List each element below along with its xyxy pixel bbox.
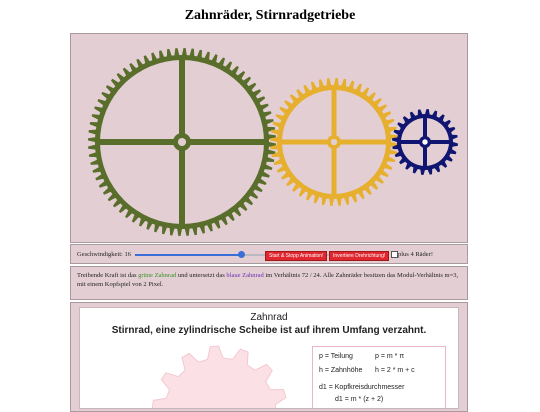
p-label: p = Teilung	[319, 353, 353, 360]
start-stop-button[interactable]: Start & Stopp Animation!	[265, 251, 327, 261]
blue-gear	[392, 109, 458, 175]
gear-illustration	[150, 344, 290, 409]
plus4-checkbox[interactable]	[391, 251, 398, 258]
h-formula: h = 2 * m + c	[375, 367, 415, 374]
desc-blue-gear: blaue Zahnrad	[226, 272, 264, 279]
card-title: Zahnrad	[250, 312, 288, 323]
speed-label: Geschwindigkeit: 16	[77, 251, 131, 258]
green-gear	[88, 48, 276, 236]
control-bar	[70, 244, 468, 264]
gear-train	[71, 34, 467, 242]
p-formula: p = m * π	[375, 353, 405, 360]
desc-part2: und untersetzt das	[176, 272, 227, 279]
speed-slider-fill[interactable]	[135, 254, 240, 256]
h-label: h = Zahnhöhe	[319, 367, 363, 374]
card-subtitle: Stirnrad, eine zylindrische Scheibe ist auf ihrem Umfang verzahnt.	[111, 325, 427, 336]
gear-animation-canvas	[70, 33, 468, 243]
gear-info-card	[79, 307, 459, 409]
d1-label: d1 = Kopfkreisdurchmesser	[319, 384, 405, 391]
yellow-gear	[270, 78, 398, 206]
d1-formula: d1 = m * (z + 2)	[335, 396, 384, 403]
description-text	[70, 266, 468, 300]
invert-direction-button[interactable]: Invertiere Drehrichtung!	[329, 251, 389, 261]
desc-part3: im Verhältnis 72 / 24. Alle Zahnräder besitzen das Modul-Verhältnis m=3, mit einem Kopfspiel von 2 Pixel.	[77, 272, 459, 288]
speed-slider-handle[interactable]	[238, 251, 245, 258]
gear-axle	[422, 139, 427, 144]
info-panel	[70, 302, 468, 412]
desc-part1: Treibende Kraft ist das	[77, 272, 139, 279]
formula-box	[312, 346, 446, 409]
page-title: Zahnräder, Stirnradgetriebe	[184, 8, 356, 23]
illustration-gear-body	[152, 346, 288, 409]
gear-axle	[178, 138, 186, 146]
desc-green-gear: grüne Zahnrad	[138, 272, 177, 279]
plus4-label: plus 4 Räder!	[398, 251, 434, 258]
gear-axle	[331, 139, 337, 145]
